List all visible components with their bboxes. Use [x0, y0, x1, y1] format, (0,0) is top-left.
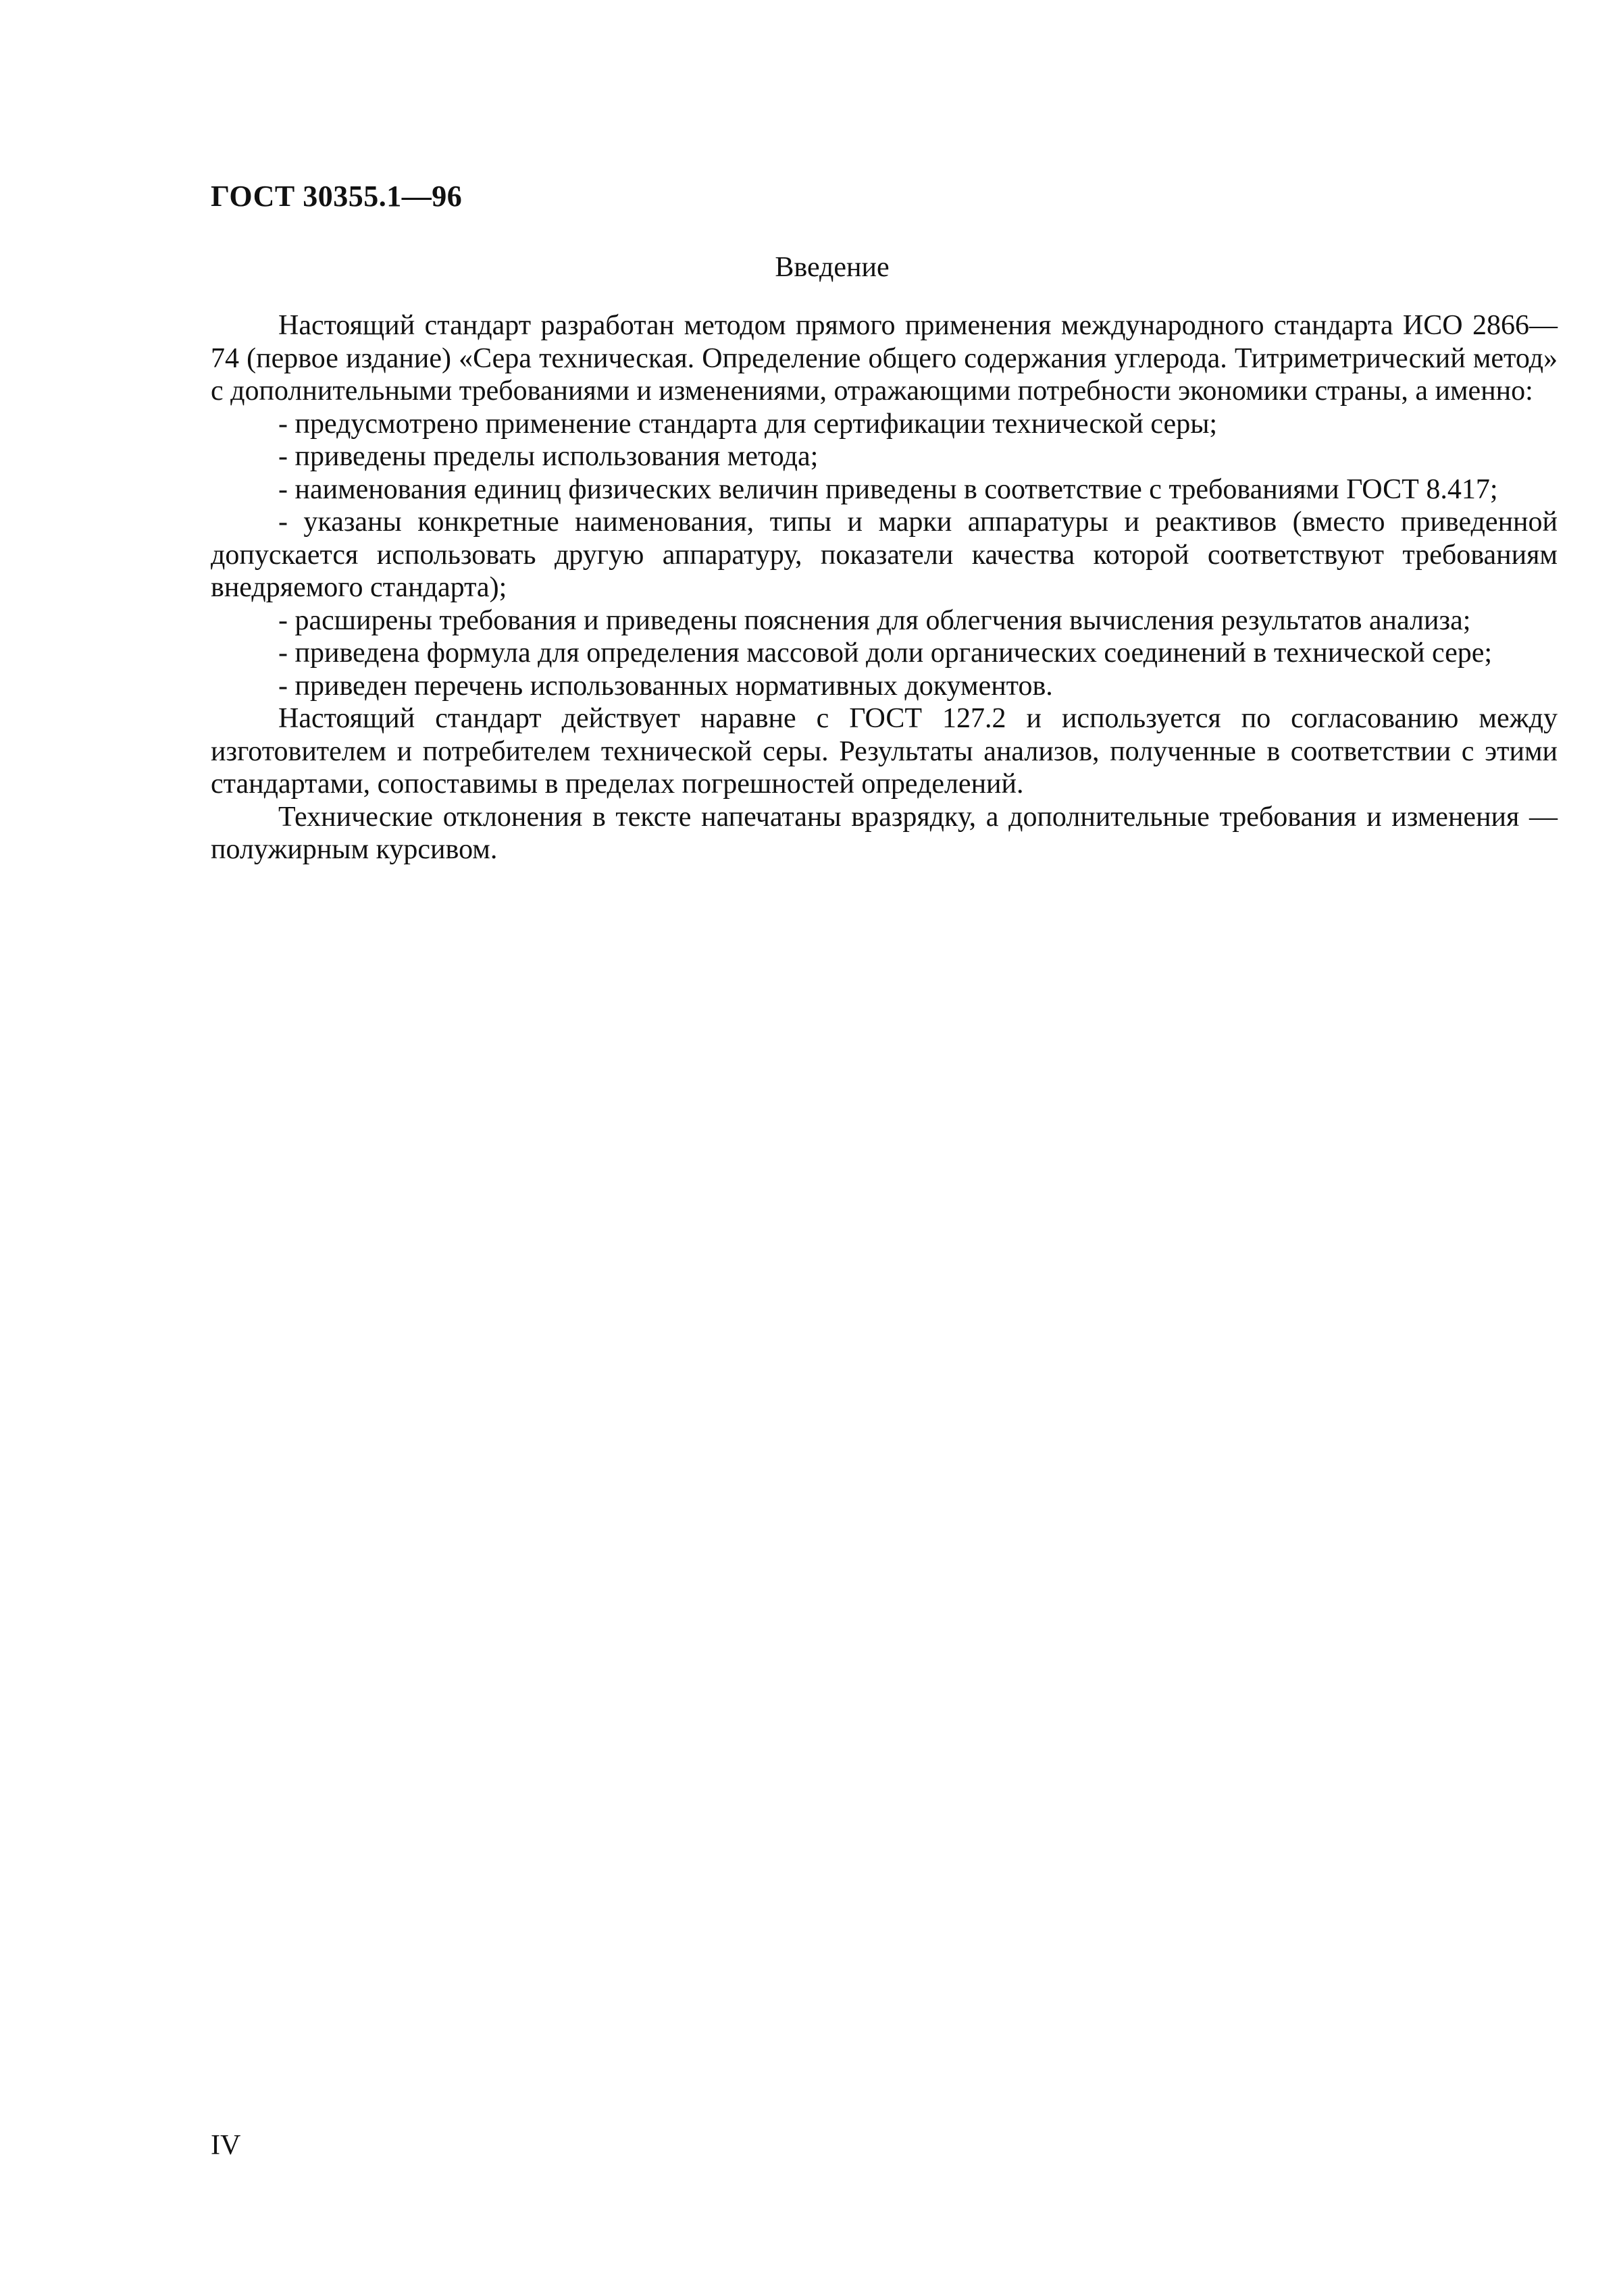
- document-code: ГОСТ 30355.1—96: [211, 180, 463, 213]
- paragraph-equivalence: Настоящий стандарт действует наравне с ГОСТ 127.2 и используется по согласованию между изготовителем и потребителем технической серы. Результаты анализов, полученные в соответствии с этими стандартами, сопоставимы в пределах погрешностей определений.: [211, 703, 1558, 800]
- list-item-references: - приведен перечень использованных нормативных документов.: [278, 670, 1053, 702]
- list-item-equipment: - указаны конкретные наименования, типы и марки аппаратуры и реактивов (вместо приведенной допускается использовать другую аппаратуру, показатели качества которой соответствуют требованиям внедряемого стандарта);: [211, 506, 1558, 603]
- body-text: [211, 309, 1558, 866]
- paragraph-typography-note: Технические отклонения в тексте напечатаны вразрядку, а дополнительные требования и изменения — полужирным курсивом.: [211, 801, 1558, 865]
- list-item-requirements: - расширены требования и приведены пояснения для облегчения вычисления результатов анализа;: [278, 604, 1471, 636]
- list-item-formula: - приведена формула для определения массовой доли органических соединений в технической сере;: [278, 637, 1493, 669]
- list-item-method-limits: - приведены пределы использования метода;: [278, 441, 819, 472]
- list-item-certification: - предусмотрено применение стандарта для сертификации технической серы;: [278, 408, 1218, 440]
- section-title: Введение: [775, 252, 890, 283]
- paragraph-intro: Настоящий стандарт разработан методом прямого применения международного стандарта ИСО 2866—74 (первое издание) «Сера техническая. Определение общего содержания углерода. Титриметрический метод» с дополнительными требованиями и изменениями, отражающими потребности экономики страны, а именно:: [211, 310, 1558, 407]
- page-number: IV: [211, 2130, 241, 2161]
- list-item-units: - наименования единиц физических величин приведены в соответствие с требованиями ГОСТ 8.417;: [278, 473, 1498, 505]
